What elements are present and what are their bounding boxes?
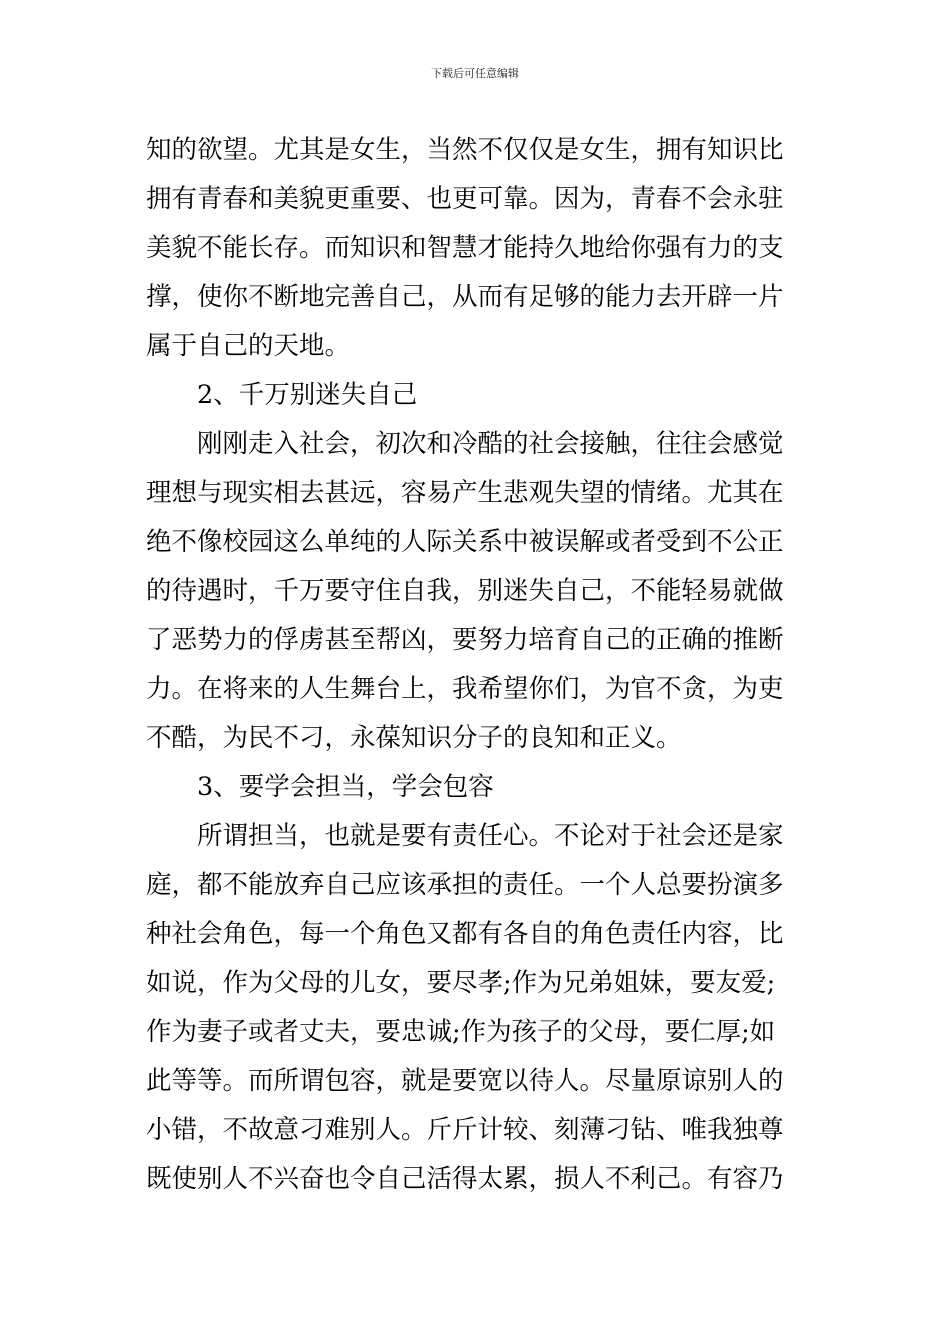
paragraph-line: 美貌不能长存。而知识和智慧才能持久地给你强有力的支 [146, 233, 784, 263]
paragraph-line: 了恶势力的俘虏甚至帮凶，要努力培育自己的正确的推断 [146, 625, 784, 655]
paragraph-line: 不酷，为民不刁，永葆知识分子的良知和正义。 [146, 723, 682, 753]
paragraph-line: 如说，作为父母的儿女，要尽孝;作为兄弟姐妹，要友爱; [146, 968, 776, 998]
section-heading: 2、千万别迷失自己 [197, 380, 418, 410]
document-body [146, 126, 806, 1204]
paragraph-line: 刚刚走入社会，初次和冷酷的社会接触，往往会感觉 [197, 429, 784, 459]
paragraph-line: 撑，使你不断地完善自己，从而有足够的能力去开辟一片 [146, 282, 784, 312]
section-heading: 3、要学会担当，学会包容 [197, 772, 494, 802]
paragraph-line: 庭，都不能放弃自己应该承担的责任。一个人总要扮演多 [146, 870, 784, 900]
paragraph-line: 力。在将来的人生舞台上，我希望你们，为官不贪，为吏 [146, 674, 784, 704]
paragraph-line: 此等等。而所谓包容，就是要宽以待人。尽量原谅别人的 [146, 1066, 784, 1096]
paragraph-line: 知的欲望。尤其是女生，当然不仅仅是女生，拥有知识比 [146, 135, 784, 165]
paragraph-line: 种社会角色，每一个角色又都有各自的角色责任内容，比 [146, 919, 784, 949]
paragraph-line: 属于自己的天地。 [146, 331, 351, 361]
paragraph-line: 绝不像校园这么单纯的人际关系中被误解或者受到不公正 [146, 527, 784, 557]
paragraph-line: 理想与现实相去甚远，容易产生悲观失望的情绪。尤其在 [146, 478, 784, 508]
paragraph-line: 所谓担当，也就是要有责任心。不论对于社会还是家 [197, 821, 784, 851]
paragraph-line: 的待遇时，千万要守住自我，别迷失自己，不能轻易就做 [146, 576, 784, 606]
paragraph-line: 小错，不故意刁难别人。斤斤计较、刻薄刁钻、唯我独尊 [146, 1115, 784, 1145]
paragraph-line: 作为妻子或者丈夫，要忠诚;作为孩子的父母，要仁厚;如 [146, 1017, 776, 1047]
paragraph-line: 既使别人不兴奋也令自己活得太累，损人不利己。有容乃 [146, 1164, 784, 1194]
paragraph-line: 拥有青春和美貌更重要、也更可靠。因为，青春不会永驻 [146, 184, 784, 214]
header-note: 下载后可任意编辑 [431, 67, 519, 80]
